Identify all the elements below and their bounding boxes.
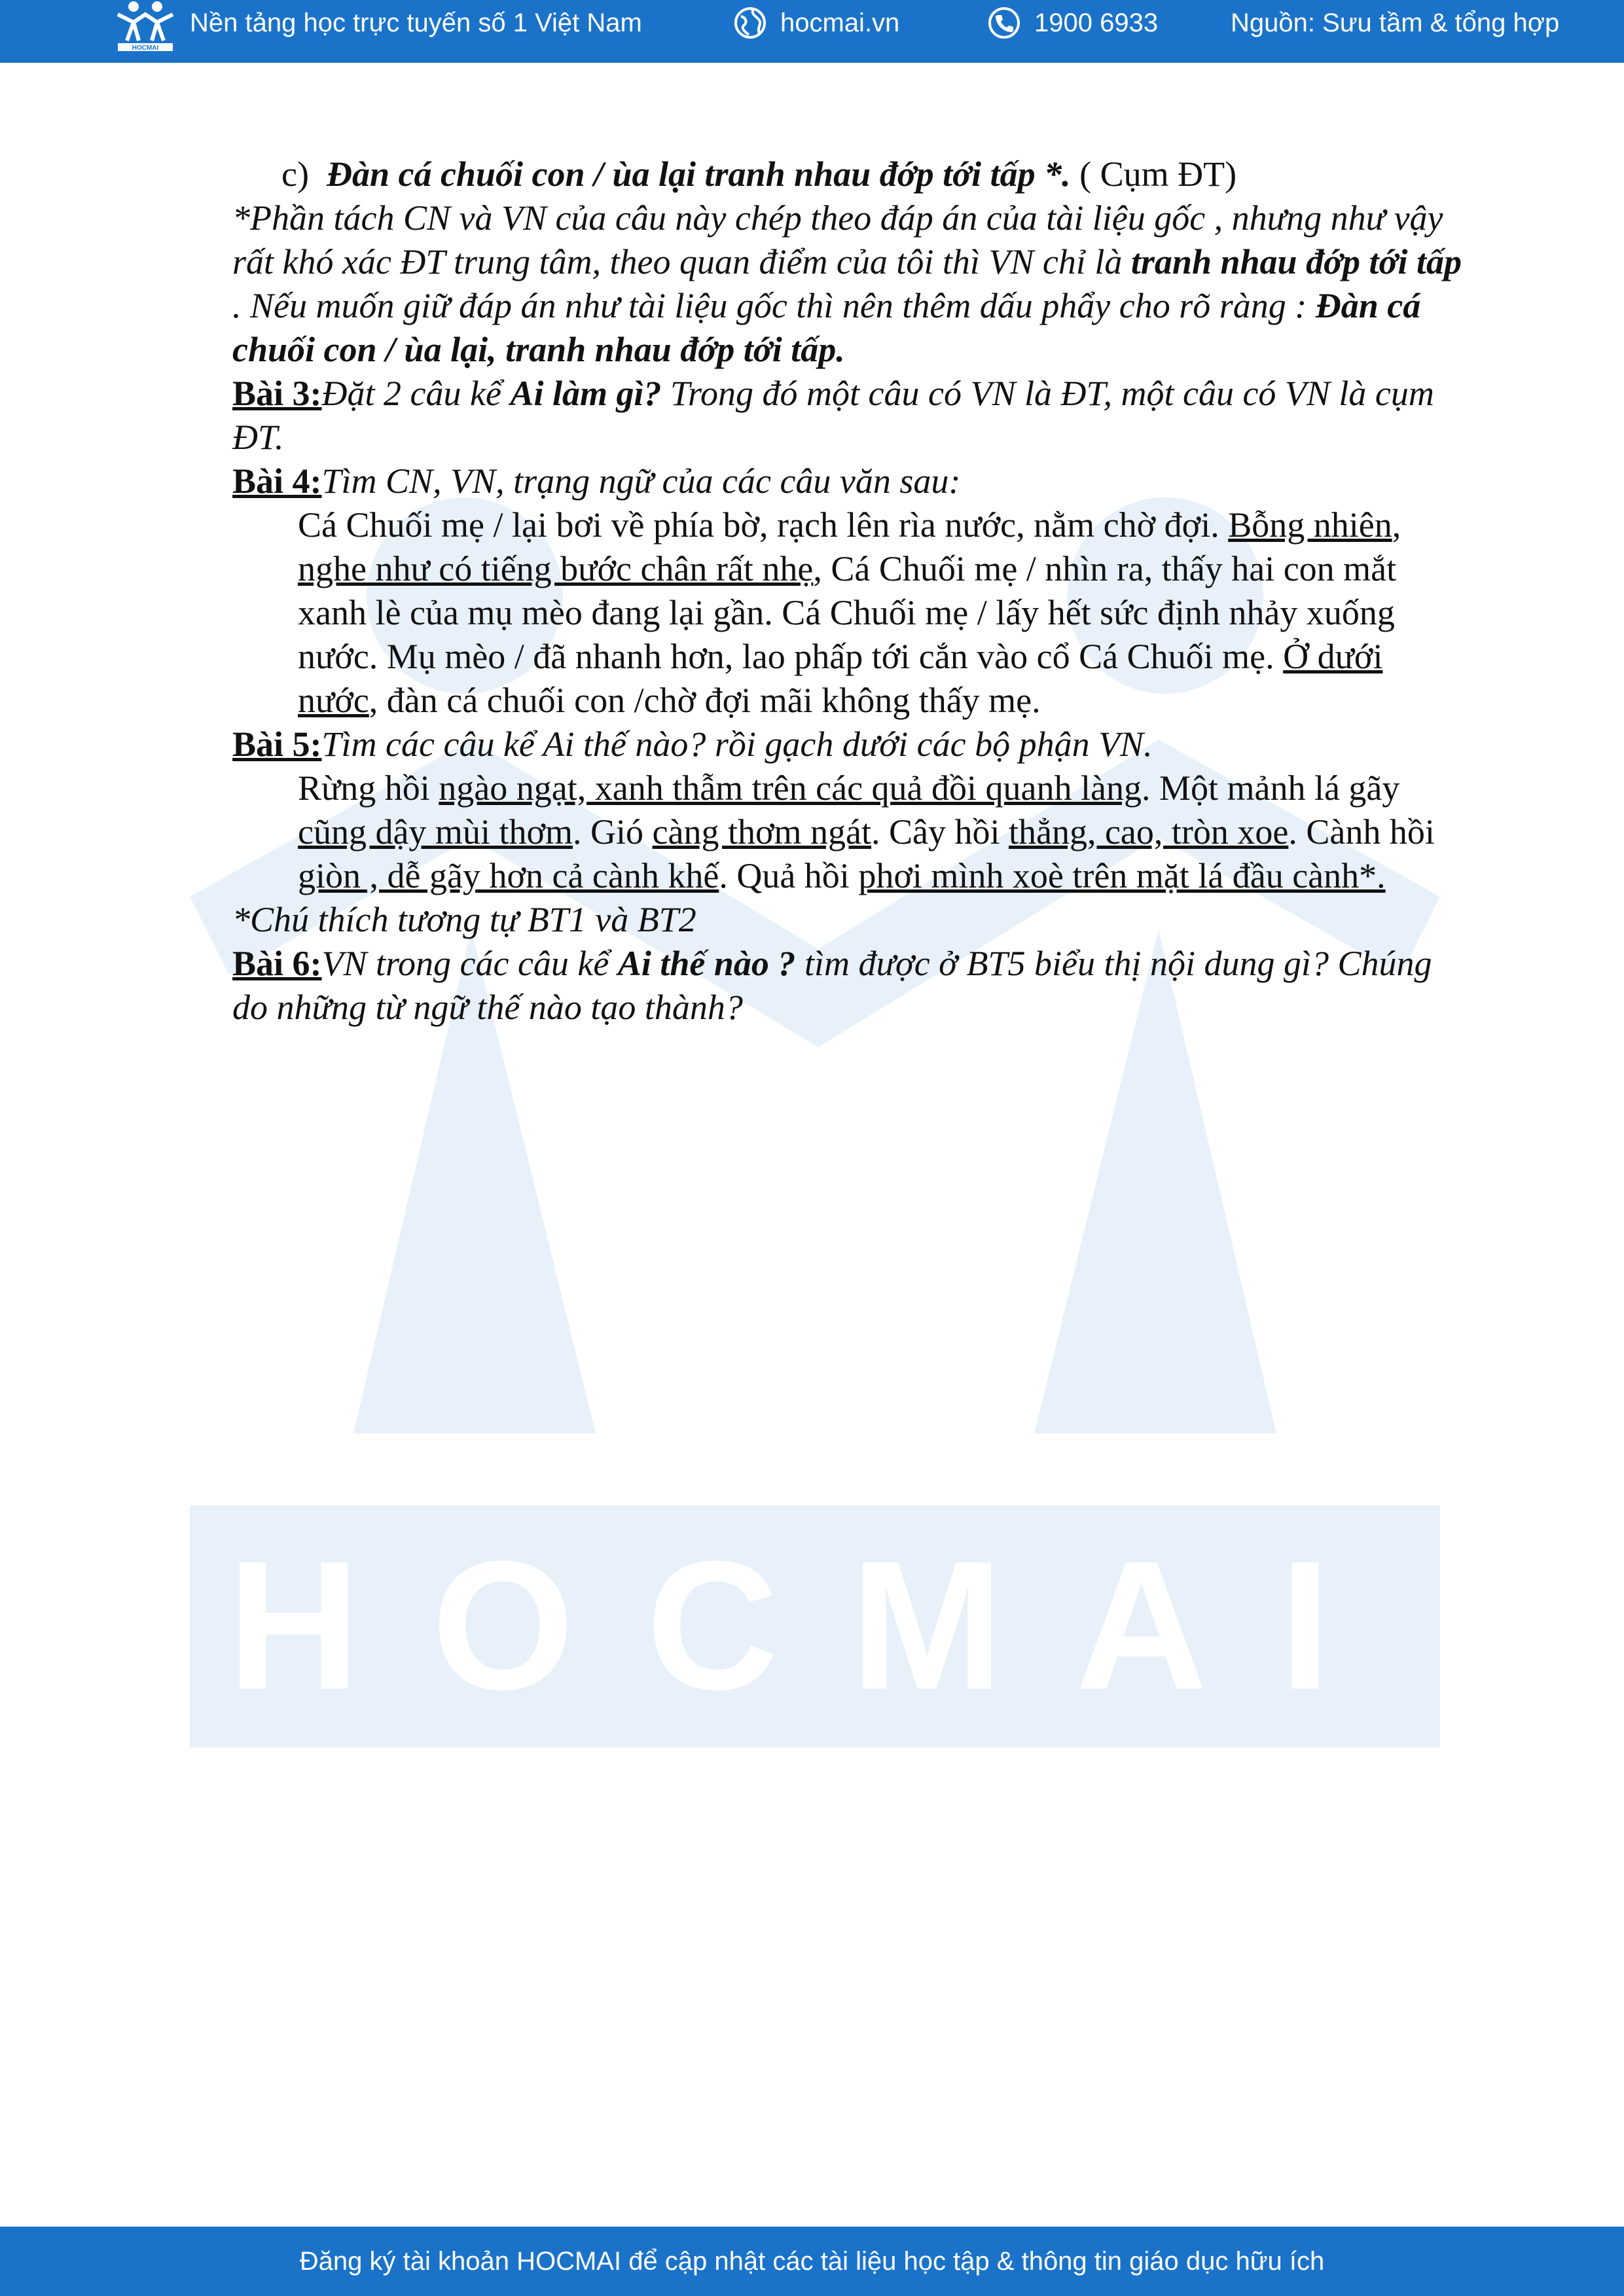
exercise-3-label: Bài 3: [232, 374, 322, 413]
phone-icon [987, 6, 1021, 40]
watermark-text: HOCMAI [227, 1524, 1403, 1728]
footer-bar[interactable] [0, 2227, 1624, 2296]
exercise-3-text-2: Trong đó một câu có VN là ĐT, một câu có VN là cụm ĐT. [232, 374, 1434, 457]
exercise-4 [232, 459, 1470, 503]
exercise-5-passage [232, 766, 1470, 898]
header-source: Nguồn: Sưu tầm & tổng hợp [1231, 8, 1560, 37]
note-1 [232, 196, 1470, 372]
passage-5-underline-3: càng thơm ngát [652, 812, 871, 852]
exercise-6-text-1: VN trong các câu kể [321, 944, 618, 983]
item-c-note: ( Cụm ĐT) [1070, 154, 1237, 194]
footer-text: Đăng ký tài khoản HOCMAI để cập nhật các tài liệu học tập & thông tin giáo dục hữu ích [299, 2246, 1325, 2276]
header-website[interactable] [733, 0, 899, 46]
passage-4-underline-3: Ở dưới nước [298, 637, 1383, 720]
exercise-5-label: Bài 5: [232, 725, 322, 764]
passage-5-underline-1: ngào ngạt, xanh thẫm trên các quả đồi quanh làng [439, 768, 1142, 808]
passage-5-text-4: . Cây hồi [871, 812, 1009, 852]
item-c-prefix: c) [281, 154, 309, 194]
passage-5-text-6: . Quả hồi [719, 856, 859, 895]
passage-4-text-3: , Cá Chuối mẹ / nhìn ra, thấy hai con mắt xanh lè của mụ mèo đang lại gần. Cá Chuối mẹ / lấy hết sức định nhảy xuống nước. Mụ mèo / đã nhanh hơn, lao phấp tới cắn vào cổ Cá Chuối mẹ. [298, 549, 1397, 676]
passage-5-text-1: Rừng hồi [298, 768, 439, 808]
exercise-6-text-2: tìm được ở BT5 biểu thị nội dung gì? Chúng do những từ ngữ thế nào tạo thành? [232, 944, 1432, 1027]
globe-icon [733, 6, 767, 40]
website-text: hocmai.vn [780, 8, 900, 37]
exercise-6-bold: Ai thế nào ? [617, 944, 796, 983]
exercise-5-prompt: Tìm các câu kể Ai thế nào? rồi gạch dưới các bộ phận VN. [321, 725, 1153, 764]
exercise-4-label: Bài 4: [232, 461, 322, 501]
exercise-4-passage [232, 503, 1470, 723]
note-2 [232, 898, 1470, 942]
passage-5-text-2: . Một mảnh lá gãy [1141, 768, 1400, 808]
exercise-4-prompt: Tìm CN, VN, trạng ngữ của các câu văn sau: [321, 461, 961, 501]
exercise-6-label: Bài 6: [232, 944, 322, 983]
item-c-sentence: Đàn cá chuối con / ùa lại tranh nhau đớp tới tấp *. [326, 154, 1071, 194]
note-1-bold-1: tranh nhau đớp tới tấp [1130, 242, 1462, 281]
passage-4-text-4: , đàn cá chuối con /chờ đợi mãi không thấy mẹ. [369, 681, 1041, 720]
passage-5-underline-2: cũng dậy mùi thơm [298, 812, 573, 852]
passage-4-text-1: Cá Chuối mẹ / lại bơi về phía bờ, rạch lên rìa nước, nằm chờ đợi. [298, 505, 1229, 545]
item-c [232, 152, 1470, 196]
header-phone[interactable] [987, 0, 1158, 46]
passage-5-underline-4: thẳng, cao, tròn xoe [1008, 812, 1289, 852]
passage-5-text-3: . Gió [573, 812, 653, 852]
note-1-text-2: . Nếu muốn giữ đáp án như tài liệu gốc thì nên thêm dấu phẩy cho rõ ràng : [232, 286, 1316, 325]
exercise-6 [232, 942, 1470, 1030]
note-1-text-1: *Phần tách CN và VN của câu này chép theo đáp án của tài liệu gốc , nhưng như vậy rất khó xác ĐT trung tâm, theo quan điểm của tôi thì VN chỉ là [232, 198, 1443, 281]
passage-5-underline-6: phơi mình xoè trên mặt lá đầu cành*. [858, 856, 1386, 895]
exercise-5 [232, 723, 1470, 766]
passage-4-underline-2: nghe như có tiếng bước chân rất nhẹ [298, 549, 814, 588]
header-tagline: Nền tảng học trực tuyến số 1 Việt Nam [190, 8, 642, 37]
passage-4-text-2: , [1392, 505, 1401, 545]
note-2-text: *Chú thích tương tự BT1 và BT2 [232, 900, 696, 939]
hocmai-logo[interactable] [115, 0, 175, 52]
phone-text: 1900 6933 [1034, 8, 1159, 37]
exercise-3-text-1: Đặt 2 câu kể [321, 374, 511, 413]
passage-5-text-5: . Cành hồi [1288, 812, 1435, 852]
exercise-3-bold: Ai làm gì? [510, 374, 662, 413]
passage-4-underline-1: Bỗng nhiên [1228, 505, 1392, 545]
note-1-bold-2: Đàn cá chuối con / ùa lại, tranh nhau đớp tới tấp. [232, 286, 1421, 369]
header-bar [0, 0, 1624, 63]
logo-text: HOCMAI [132, 45, 159, 52]
passage-5-underline-5: giòn , dễ gãy hơn cả cành khế [298, 856, 719, 895]
exercise-3 [232, 372, 1470, 459]
document-body [232, 152, 1470, 1030]
